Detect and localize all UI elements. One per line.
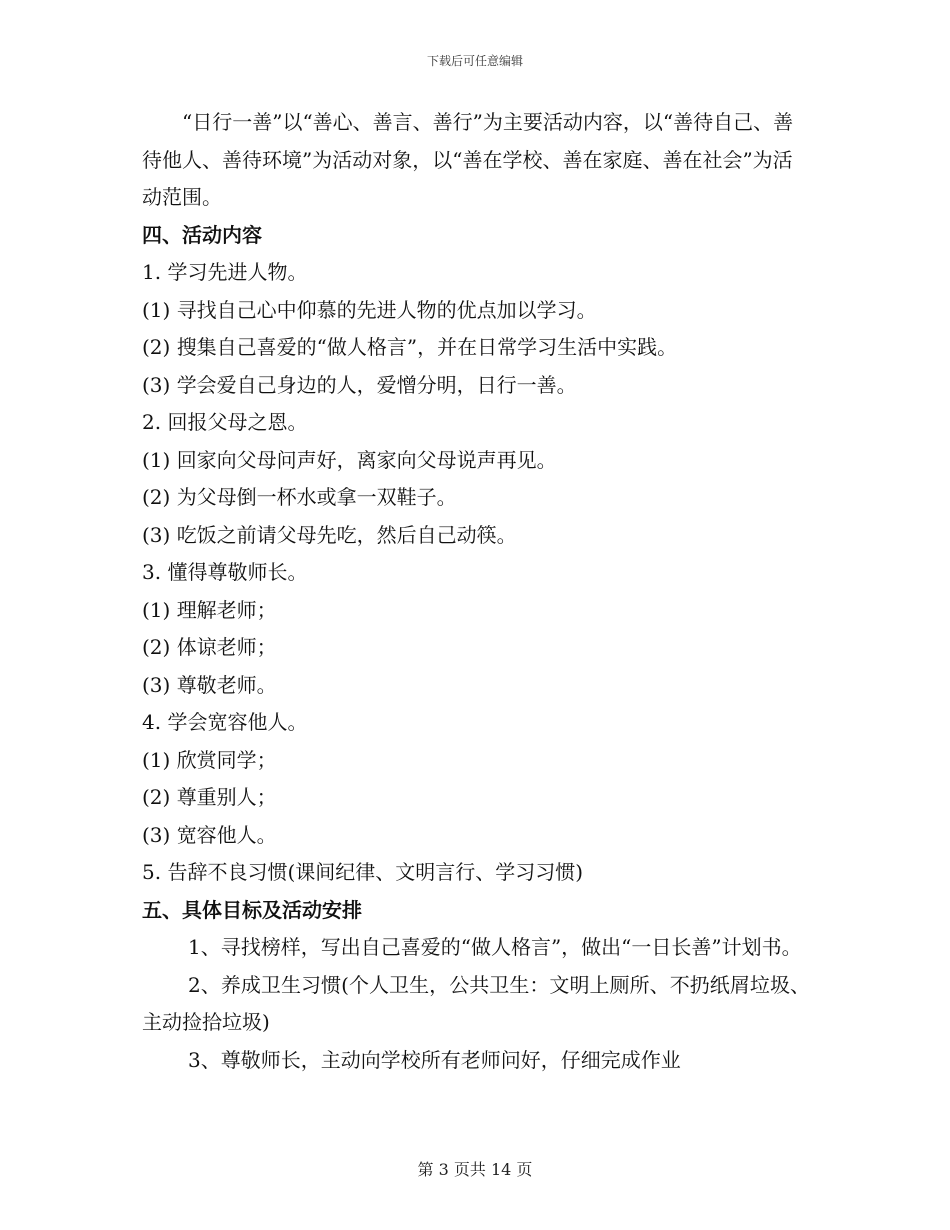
list-item: (1) 回家向父母问声好，离家向父母说声再见。 bbox=[142, 447, 557, 472]
body-paragraph: 2、养成卫生习惯(个人卫生，公共卫生：文明上厕所、不扔纸屑垃圾、主动捡拾垃圾) bbox=[142, 972, 810, 1034]
content-lines bbox=[142, 217, 810, 1080]
list-item: 1. 学习先进人物。 bbox=[142, 260, 308, 284]
list-item: (2) 尊重别人； bbox=[142, 785, 277, 809]
intro-paragraph: “日行一善”以“善心、善言、善行”为主要活动内容，以“善待自己、善待他人、善待环境”为活动对象，以“善在学校、善在家庭、善在社会”为活动范围。 bbox=[142, 110, 794, 209]
section-heading: 五、具体目标及活动安排 bbox=[142, 897, 362, 922]
section-heading: 四、活动内容 bbox=[142, 222, 262, 247]
list-item: 2. 回报父母之恩。 bbox=[142, 410, 308, 434]
page-header: 下载后可任意编辑 bbox=[426, 54, 523, 68]
document-body bbox=[142, 104, 810, 1079]
list-item: 3. 懂得尊敬师长。 bbox=[142, 560, 308, 584]
list-item: (3) 宽容他人。 bbox=[142, 822, 277, 847]
body-paragraph: 3、尊敬师长，主动向学校所有老师问好，仔细完成作业 bbox=[188, 1047, 681, 1072]
list-item: 5. 告辞不良习惯(课间纪律、文明言行、学习习惯) bbox=[142, 860, 584, 884]
page-footer: 第 3 页共 14 页 bbox=[417, 1160, 533, 1179]
list-item: (2) 体谅老师； bbox=[142, 635, 277, 659]
body-paragraph: 1、寻找榜样，写出自己喜爱的“做人格言”，做出“一日长善”计划书。 bbox=[188, 935, 802, 959]
list-item: (2) 为父母倒一杯水或拿一双鞋子。 bbox=[142, 485, 457, 509]
list-item: (1) 欣赏同学； bbox=[142, 747, 277, 772]
list-item: (3) 吃饭之前请父母先吃，然后自己动筷。 bbox=[142, 522, 517, 547]
list-item: (1) 理解老师； bbox=[142, 597, 277, 622]
list-item: (3) 学会爱自己身边的人，爱憎分明，日行一善。 bbox=[142, 372, 577, 397]
list-item: 4. 学会宽容他人。 bbox=[142, 710, 308, 734]
list-item: (1) 寻找自己心中仰慕的先进人物的优点加以学习。 bbox=[142, 297, 597, 322]
list-item: (3) 尊敬老师。 bbox=[142, 672, 277, 697]
list-item: (2) 搜集自己喜爱的“做人格言”，并在日常学习生活中实践。 bbox=[142, 335, 678, 359]
